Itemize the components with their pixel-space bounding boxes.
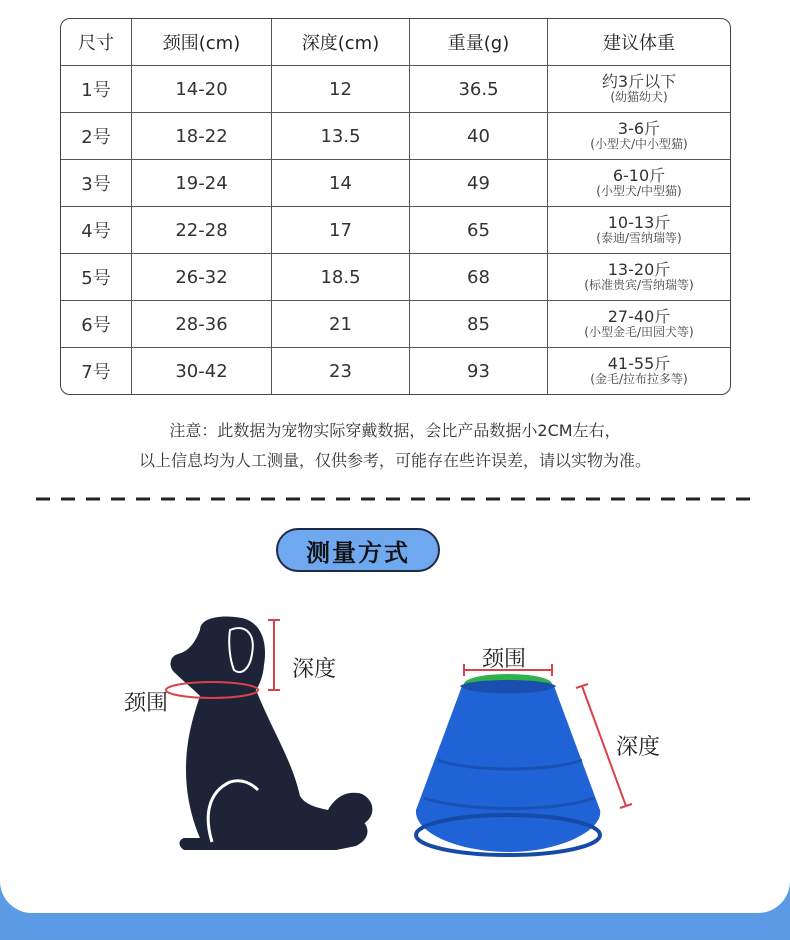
cell-size: 3号 [61, 160, 132, 207]
collar-depth-label: 深度 [616, 735, 661, 760]
table-row [61, 66, 730, 113]
size-table [60, 18, 731, 395]
recommended-weight-note: (标准贵宾/雪纳瑞等) [584, 278, 694, 293]
dog-ear [229, 628, 253, 672]
recommended-weight-value: 27-40斤 [607, 307, 671, 327]
cell-recommended-weight [548, 160, 730, 207]
cell-depth: 13.5 [272, 113, 410, 160]
note-line-2: 以上信息均为人工测量，仅供参考，可能存在些许误差，请以实物为准。 [138, 451, 651, 470]
cell-depth: 18.5 [272, 254, 410, 301]
recommended-weight-value: 6-10斤 [612, 166, 666, 186]
cell-size: 2号 [61, 113, 132, 160]
dashed-divider [36, 494, 756, 504]
cell-size: 7号 [61, 348, 132, 394]
recommended-weight-note: (幼猫幼犬) [610, 90, 668, 105]
cell-neck: 22-28 [132, 207, 272, 254]
recommended-weight-note: (小型犬/中小型猫) [590, 137, 688, 152]
cell-neck: 19-24 [132, 160, 272, 207]
table-header-row [61, 19, 730, 66]
dog-silhouette [171, 617, 373, 851]
cell-neck: 30-42 [132, 348, 272, 394]
cell-size: 1号 [61, 66, 132, 113]
recommended-weight-note: (金毛/拉布拉多等) [590, 372, 688, 387]
cell-weight: 68 [410, 254, 548, 301]
table-row [61, 207, 730, 254]
cell-size: 6号 [61, 301, 132, 348]
cell-weight: 65 [410, 207, 548, 254]
cell-neck: 26-32 [132, 254, 272, 301]
column-header-weight: 重量(g) [410, 19, 548, 66]
table-row [61, 254, 730, 301]
cell-depth: 12 [272, 66, 410, 113]
table-row [61, 301, 730, 348]
cell-recommended-weight [548, 207, 730, 254]
section-title: 测量方式 [276, 528, 440, 572]
cell-neck: 18-22 [132, 113, 272, 160]
column-header-size: 尺寸 [61, 19, 132, 66]
recommended-weight-value: 3-6斤 [617, 119, 661, 139]
cell-weight: 36.5 [410, 66, 548, 113]
cell-weight: 49 [410, 160, 548, 207]
cell-depth: 17 [272, 207, 410, 254]
cell-weight: 93 [410, 348, 548, 394]
recommended-weight-value: 约3斤以下 [601, 72, 677, 92]
recommended-weight-value: 41-55斤 [607, 354, 671, 374]
cell-depth: 14 [272, 160, 410, 207]
table-row [61, 348, 730, 394]
table-row [61, 113, 730, 160]
recommended-weight-note: (小型犬/中型猫) [596, 184, 682, 199]
note-line-1: 注意：此数据为宠物实际穿戴数据，会比产品数据小2CM左右， [169, 421, 621, 440]
cell-depth: 21 [272, 301, 410, 348]
cell-recommended-weight [548, 66, 730, 113]
recommended-weight-note: (小型金毛/田园犬等) [584, 325, 694, 340]
cell-size: 4号 [61, 207, 132, 254]
recommended-weight-value: 13-20斤 [607, 260, 671, 280]
cell-depth: 23 [272, 348, 410, 394]
cell-neck: 14-20 [132, 66, 272, 113]
cell-recommended-weight [548, 301, 730, 348]
cell-recommended-weight [548, 348, 730, 394]
column-header-neck: 颈围(cm) [132, 19, 272, 66]
cone-collar-illustration [410, 660, 640, 865]
cell-recommended-weight [548, 113, 730, 160]
dog-neck-label: 颈围 [124, 691, 169, 716]
recommended-weight-note: (泰迪/雪纳瑞等) [596, 231, 682, 246]
cell-weight: 40 [410, 113, 548, 160]
column-header-depth: 深度(cm) [272, 19, 410, 66]
cell-size: 5号 [61, 254, 132, 301]
dog-depth-label: 深度 [292, 657, 337, 682]
table-row [61, 160, 730, 207]
cell-recommended-weight [548, 254, 730, 301]
cell-weight: 85 [410, 301, 548, 348]
recommended-weight-value: 10-13斤 [607, 213, 671, 233]
cell-neck: 28-36 [132, 301, 272, 348]
column-header-recommended-weight: 建议体重 [548, 19, 730, 66]
collar-neck-label: 颈围 [482, 647, 527, 672]
dog-illustration [160, 610, 390, 860]
